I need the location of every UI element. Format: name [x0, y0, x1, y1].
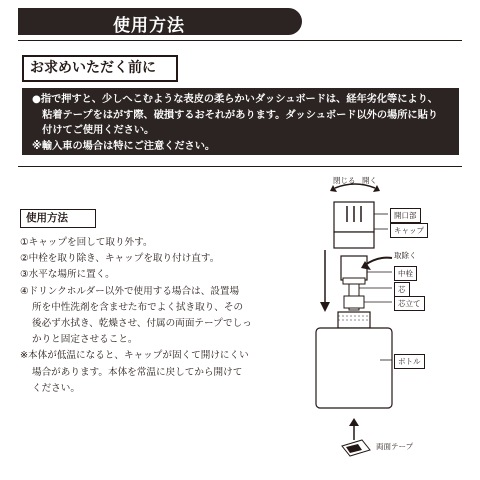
page-title: 使用方法: [113, 16, 185, 36]
step-4-cont: かりと固定させること。: [32, 334, 138, 346]
step-1: ①キャップを回して取り外す。: [20, 237, 153, 248]
bottle-body: [316, 328, 392, 408]
bottle-label: ボトル: [394, 354, 425, 369]
rotate-arrow-right: [373, 185, 380, 192]
wick-label: 芯: [394, 282, 410, 297]
usage-heading: 使用方法: [20, 209, 96, 228]
wick-stand-label: 芯立て: [394, 296, 425, 311]
tape-label: 両面テープ: [376, 442, 414, 451]
wick-stand: [344, 296, 364, 308]
step-4-cont: 所を中性洗剤を含ませた布でよく拭き取り、その: [32, 301, 244, 313]
remove-arrow: [365, 258, 392, 265]
open-label: 開く: [362, 176, 377, 185]
down-arrow-head: [320, 302, 330, 312]
rotate-arrow-left: [330, 185, 337, 192]
step-3: ③水平な場所に置く。: [20, 269, 115, 281]
note: ※本体が低温になると、キャップが固くて開けにくい: [20, 350, 249, 362]
warning-line: ●指で押すと、少しへこむような表皮の柔らかいダッシュボードは、経年劣化等により、: [32, 94, 438, 105]
step-4-cont: 後必ず水拭き、乾燥させ、付属の両面テープでしっ: [32, 318, 252, 330]
warning-line: ※輸入車の場合は特にご注意ください。: [32, 140, 216, 152]
up-arrow-head: [349, 418, 359, 426]
inner-plug-base: [343, 278, 365, 284]
cap-bottom: [334, 232, 374, 248]
intro-heading: お求めいただく前に: [22, 55, 178, 82]
step-4: ④ドリンクホルダー以外で使用する場合は、設置場: [20, 285, 240, 297]
step-2: ②中栓を取り除き、キャップを取り付け直す。: [20, 253, 220, 265]
close-label: 閉じる: [333, 176, 356, 185]
inner-plug-label: 中栓: [394, 266, 417, 281]
warning-line: 付けてご使用ください。: [32, 125, 155, 136]
cap-label: キャップ: [390, 223, 428, 238]
note-cont: ください。: [32, 382, 80, 394]
note-cont: 場合があります。本体を常温に戻してから開けて: [32, 366, 243, 378]
warning-line: 粘着テープをはがす際、破損するおそれがあります。ダッシュボード以外の場所に貼り: [32, 109, 438, 121]
remove-label: 取除く: [394, 251, 417, 260]
opening-label: 開口部: [390, 208, 421, 223]
